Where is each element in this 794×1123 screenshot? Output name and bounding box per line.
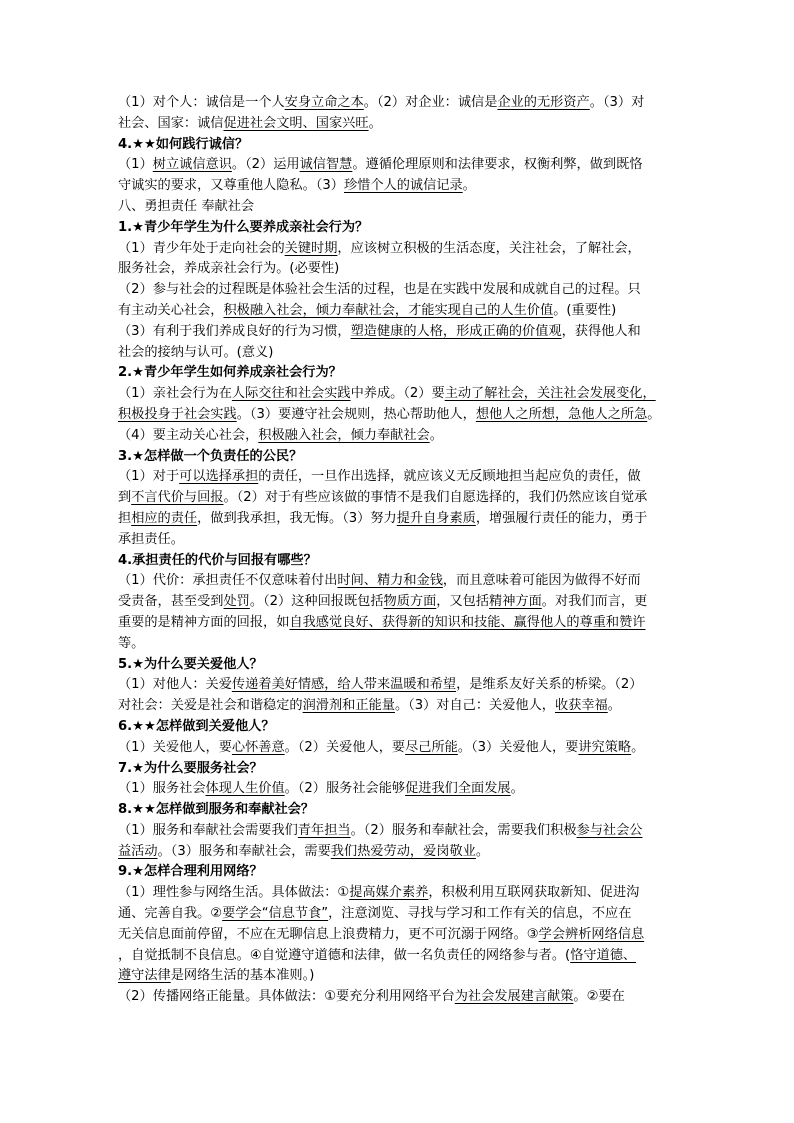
text-line [118, 301, 678, 322]
text-segment: 。（3）对自己：关爱他人， [394, 698, 555, 714]
text-line [118, 322, 678, 343]
underlined-key-phrase: 尽己所能 [405, 739, 458, 755]
text-segment: ，而且意味着可能因为做得不好而 [442, 573, 641, 589]
underlined-key-phrase: 为社会发展建言献策 [454, 989, 574, 1005]
question-heading [118, 551, 678, 572]
text-segment: 有主动关心社会， [118, 302, 224, 318]
text-segment: （1） [118, 157, 153, 173]
text-segment: ，又包括 [436, 594, 490, 610]
text-segment: 是网络生活的基本准则。) [170, 968, 315, 984]
text-line [118, 176, 678, 197]
text-segment: 。（2）这种回报既包括 [249, 594, 384, 610]
question-heading [118, 655, 678, 676]
text-line [118, 738, 678, 759]
text-segment: 。 [631, 739, 645, 755]
underlined-key-phrase: 诚信智慧 [299, 157, 353, 173]
text-segment: 。遵循伦理原则和法律要求，权衡利弊，做到既恪 [352, 157, 643, 173]
text-line [118, 426, 678, 447]
question-heading [118, 218, 678, 239]
text-line [118, 509, 678, 530]
underlined-key-phrase: 树立诚信意识 [152, 157, 232, 173]
text-line [118, 779, 678, 800]
text-segment: （1）对他人：关爱 [118, 677, 232, 693]
underlined-key-phrase: 时间、精力和金钱 [337, 573, 443, 589]
text-segment: 。（3）关爱他人，要 [457, 739, 579, 755]
text-segment: 。（2）服务社会能够 [284, 781, 406, 797]
text-segment: 通、完善自我。② [118, 906, 223, 922]
text-segment: 4.★★如何践行诚信？ [118, 136, 249, 152]
underlined-key-phrase: 人际交往和社会实践 [231, 386, 351, 402]
underlined-key-phrase: 心怀善意 [231, 739, 285, 755]
text-line [118, 571, 678, 592]
text-segment: （1）关爱他人，要 [118, 739, 232, 755]
underlined-key-phrase: 主动了解社会，关注社会发展变化， [444, 386, 656, 402]
text-segment: （1）亲社会行为在 [118, 386, 232, 402]
text-segment: 。（3）要遵守社会规则，热心帮助他人， [236, 406, 476, 422]
question-heading [118, 447, 678, 468]
underlined-key-phrase: 物质方面 [383, 594, 437, 610]
document-page [118, 93, 678, 1008]
text-segment: 受责备，甚至受到 [118, 594, 224, 610]
question-heading [118, 759, 678, 780]
text-line [118, 155, 678, 176]
text-segment: （2）传播网络正能量。具体做法：①要充分利用网络平台 [118, 989, 455, 1005]
underlined-key-phrase: 促进我们全面发展 [405, 781, 511, 797]
text-segment: 的责任，一旦作出选择，就应该义无反顾地担当起应负的责任，做 [258, 469, 641, 485]
text-segment: 。（2）运用 [231, 157, 300, 173]
underlined-key-phrase: 企业的无形资产 [497, 95, 590, 110]
text-segment: 。 [429, 427, 443, 443]
text-segment: 。 [510, 781, 524, 797]
text-segment: 1.★青少年学生为什么要养成亲社会行为？ [118, 219, 369, 235]
text-segment: 8.★★怎样做到服务和奉献社会？ [118, 802, 315, 818]
text-line [118, 925, 678, 946]
underlined-key-phrase: 恪守道德、 [570, 947, 637, 963]
text-segment: ，获得他人和 [561, 323, 641, 339]
underlined-key-phrase: 提升自身素质 [396, 510, 476, 526]
underlined-key-phrase: 收获幸福 [554, 698, 608, 714]
text-line [118, 280, 678, 301]
text-segment: 。（3）对 [589, 95, 645, 110]
text-line [118, 343, 678, 364]
text-segment: 守诚实的要求，又尊重他人隐私。（3） [118, 178, 344, 194]
text-segment: 2.★青少年学生如何养成亲社会行为？ [118, 365, 342, 381]
underlined-key-phrase: 安身立命之本 [284, 95, 364, 110]
text-segment: 无关信息面前停留，不应在无聊信息上浪费精力，更不可沉溺于网络。③ [118, 926, 539, 942]
underlined-key-phrase: 塑造健康的人格，形成正确的价值观 [350, 323, 562, 339]
text-line [118, 114, 678, 135]
underlined-key-phrase: 精神方面 [489, 594, 542, 610]
text-segment: 4.承担责任的代价与回报有哪些？ [118, 552, 317, 568]
underlined-key-phrase: 我们热爱劳动，爱岗敬业 [330, 843, 476, 859]
text-segment: 。 [462, 178, 476, 194]
text-line [118, 634, 678, 655]
underlined-key-phrase: 积极融入社会，倾力奉献社会，才能实现自己的人生价值 [223, 302, 554, 318]
text-line [118, 821, 678, 842]
underlined-key-phrase: 传递着美好情感，给人带来温暖和希望 [231, 677, 457, 693]
text-line [118, 883, 678, 904]
underlined-key-phrase: 青年担当 [297, 822, 351, 838]
underlined-key-phrase: 处罚 [223, 594, 250, 610]
text-segment: （1）对个人：诚信是一个人 [118, 95, 285, 110]
text-segment: ，积极利用互联网获取新知、促进沟 [428, 885, 640, 901]
text-segment: 9.★怎样合理利用网络？ [118, 864, 263, 880]
text-segment: （2）参与社会的过程既是体验社会生活的过程，也是在实践中发展和成就自己的过程。只 [118, 282, 641, 298]
text-segment: 担 [118, 510, 132, 526]
underlined-key-phrase: 遵守法律 [118, 968, 171, 984]
text-segment: 八、勇担责任 奉献社会 [118, 198, 255, 214]
text-segment: 服务社会，养成亲社会行为。(必要性) [118, 261, 340, 277]
text-segment: 社会的接纳与认可。(意义) [118, 344, 274, 360]
underlined-key-phrase: 积极投身于社会实践 [118, 406, 237, 422]
text-segment: 。 [647, 406, 661, 422]
text-segment: （1）代价：承担责任不仅意味着付出 [118, 573, 338, 589]
underlined-key-phrase: 积极融入社会，倾力奉献社会 [258, 427, 430, 443]
text-line [118, 384, 678, 405]
text-line [118, 259, 678, 280]
text-segment: 7.★为什么要服务社会？ [118, 760, 263, 776]
underlined-key-phrase: 促进社会文明、国家兴旺 [223, 115, 369, 131]
text-segment: 。（2）服务和奉献社会，需要我们积极 [350, 822, 577, 838]
underlined-key-phrase: 讲究策略 [578, 739, 632, 755]
question-heading [118, 862, 678, 883]
text-segment: 。 [368, 115, 382, 131]
text-segment: 对社会：关爱是社会和谐稳定的 [118, 698, 303, 714]
text-segment: （3）有利于我们养成良好的行为习惯， [118, 323, 351, 339]
text-segment: ，应该树立积极的生活态度，关注社会，了解社会， [337, 240, 641, 256]
question-heading [118, 717, 678, 738]
text-segment: ，增强履行责任的能力，勇于 [475, 510, 648, 526]
underlined-key-phrase: 益活动 [118, 843, 158, 859]
underlined-key-phrase: 提高媒介素养 [349, 885, 429, 901]
question-heading [118, 135, 678, 156]
text-segment: （1）理性参与网络生活。具体做法：① [118, 885, 350, 901]
text-segment: 。 [607, 698, 621, 714]
text-line [118, 93, 678, 114]
text-segment: 。（2）关爱他人，要 [284, 739, 406, 755]
text-line [118, 239, 678, 260]
underlined-key-phrase: 自我感觉良好、获得新的知识和技能、赢得他人的尊重和赞许 [289, 614, 646, 630]
text-segment: 。（2）对企业：诚信是 [363, 95, 498, 110]
underlined-key-phrase: 不言代价与回报 [131, 490, 224, 506]
text-segment: 。（3）服务和奉献社会，需要 [157, 843, 331, 859]
text-line [118, 592, 678, 613]
underlined-key-phrase: 关键时期 [284, 240, 338, 256]
text-segment: 3.★怎样做一个负责任的公民？ [118, 448, 303, 464]
underlined-key-phrase: 体现人生价值 [205, 781, 285, 797]
text-line [118, 405, 678, 426]
text-segment: 。(重要性) [553, 302, 617, 318]
text-segment: 中养成。（2）要 [350, 386, 445, 402]
text-line [118, 842, 678, 863]
text-segment: （1）对于 [118, 469, 180, 485]
underlined-key-phrase: 想他人之所想，急他人之所急 [475, 406, 648, 422]
underlined-key-phrase: 要学会“信息节食” [222, 906, 329, 922]
question-heading [118, 800, 678, 821]
text-segment: （1）服务社会 [118, 781, 206, 797]
text-segment: 等。 [118, 635, 145, 651]
text-segment: 承担责任。 [118, 531, 184, 547]
text-line [118, 946, 678, 967]
text-segment: ，自觉抵制不良信息。④自觉遵守道德和法律，做一名负责任的网络参与者。( [118, 947, 571, 963]
text-segment: 社会、国家：诚信 [118, 115, 224, 131]
underlined-key-phrase: 学会辨析网络信息 [538, 926, 645, 942]
text-segment: （4）要主动关心社会， [118, 427, 259, 443]
text-line [118, 966, 678, 987]
text-line [118, 467, 678, 488]
section-heading [118, 197, 678, 218]
text-segment: （1）青少年处于走向社会的 [118, 240, 285, 256]
text-line [118, 696, 678, 717]
text-line [118, 675, 678, 696]
text-segment: 。对我们而言，更 [541, 594, 648, 610]
text-line [118, 904, 678, 925]
text-segment: 重要的是精神方面的回报，如 [118, 614, 290, 630]
text-segment: 。②要在 [573, 989, 625, 1005]
text-segment: 5.★为什么要关爱他人？ [118, 656, 263, 672]
underlined-key-phrase: 润滑剂和正能量 [302, 698, 395, 714]
text-line [118, 613, 678, 634]
text-line [118, 987, 678, 1008]
underlined-key-phrase: 可以选择承担 [179, 469, 259, 485]
text-line [118, 488, 678, 509]
text-line [118, 530, 678, 551]
question-heading [118, 363, 678, 384]
text-segment: （1）服务和奉献社会需要我们 [118, 822, 298, 838]
text-segment: ，做到我承担，我无悔。（3）努力 [197, 510, 397, 526]
text-segment: ，注意浏览、寻找与学习和工作有关的信息，不应在 [328, 906, 632, 922]
text-segment: 。 [475, 843, 490, 859]
text-segment: 6.★★怎样做到关爱他人？ [118, 718, 275, 734]
underlined-key-phrase: 相应的责任 [131, 510, 198, 526]
text-segment: ，是维系友好关系的桥梁。（2） [456, 677, 643, 693]
text-segment: 到 [118, 490, 132, 506]
underlined-key-phrase: 珍惜个人的诚信记录 [343, 178, 463, 194]
text-segment: 。（2）对于有些应该做的事情不是我们自愿选择的，我们仍然应该自觉承 [223, 490, 648, 506]
underlined-key-phrase: 参与社会公 [576, 822, 643, 838]
